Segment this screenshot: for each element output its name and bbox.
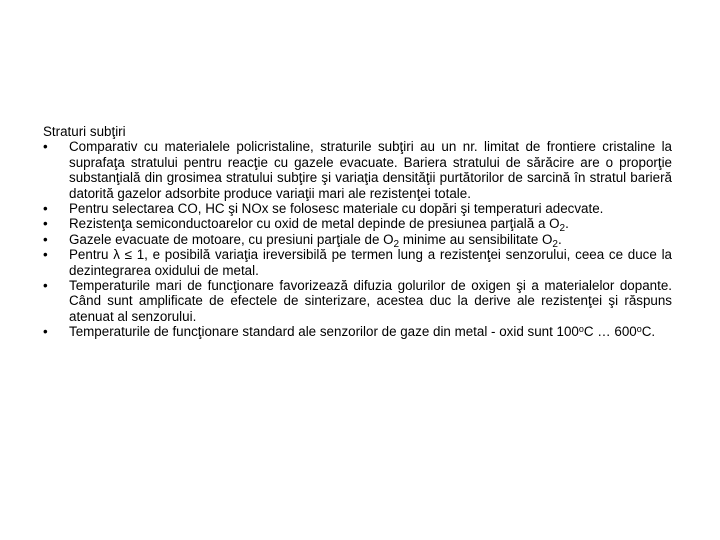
- bullet-text: minime au sensibilitate O: [399, 231, 553, 247]
- bullet-text: C.: [641, 324, 656, 340]
- bullet-icon: •: [43, 247, 48, 263]
- subscript: 2: [393, 238, 400, 250]
- bullet-item: [43, 216, 672, 235]
- bullet-text: .: [565, 216, 569, 232]
- bullet-text: .: [557, 231, 562, 247]
- subscript: 2: [559, 223, 566, 235]
- bullet-text: Pentru λ ≤ 1, e posibilă variaţia ireversibilă pe termen lung a rezistenţei senzorului, ceea ce duce la dezintegrarea oxidului de metal.: [69, 247, 672, 278]
- bullet-text: Temperaturile mari de funcţionare favorizează difuzia golurilor de oxigen şi a materialelor dopante. Când sunt amplificate de efectele de sinterizare, acestea duc la derive ale rezistenţei şi răspuns atenuat al senzorului.: [69, 278, 672, 324]
- bullet-icon: •: [43, 201, 48, 217]
- bullet-item: [43, 247, 672, 278]
- bullet-icon: •: [43, 324, 48, 340]
- subscript: 2: [552, 238, 558, 250]
- bullet-icon: •: [43, 231, 48, 247]
- bullet-item: [43, 231, 672, 250]
- bullet-text: Temperaturile de funcţionare standard ale senzorilor de gaze din metal - oxid sunt 100: [69, 324, 579, 340]
- bullet-text: Pentru selectarea CO, HC şi NOx se folosesc materiale cu dopări şi temperaturi adecvate.: [69, 201, 604, 217]
- bullet-icon: •: [43, 216, 48, 232]
- bullet-text: Comparativ cu materialele policristaline, straturile subţiri au un nr. limitat de frontiere cristaline la suprafaţa stratului pentru reacţie cu gazele evacuate. Bariera stratului de sărăcire are o proporţie substanţială din grosimea stratului subţire şi variaţia densităţii purtătorilor de sarcină în stratul barieră datorită gazelor adsorbite produce variaţii mari ale rezistenţei totale.: [69, 139, 672, 201]
- slide-body: [43, 124, 672, 340]
- bullet-list: [43, 139, 672, 339]
- bullet-item: [43, 278, 672, 324]
- slide-heading: Straturi subţiri: [43, 124, 126, 139]
- superscript: o: [636, 324, 642, 335]
- bullet-item: [43, 201, 672, 216]
- bullet-item: [43, 324, 672, 339]
- bullet-icon: •: [43, 139, 48, 155]
- superscript: o: [578, 324, 584, 335]
- bullet-icon: •: [43, 278, 48, 294]
- bullet-text: Gazele evacuate de motoare, cu presiuni parţiale de O: [69, 231, 394, 247]
- bullet-item: [43, 139, 672, 201]
- bullet-text: C … 600: [583, 324, 637, 340]
- bullet-text: Rezistenţa semiconductoarelor cu oxid de metal depinde de presiunea parţială a O: [69, 216, 560, 232]
